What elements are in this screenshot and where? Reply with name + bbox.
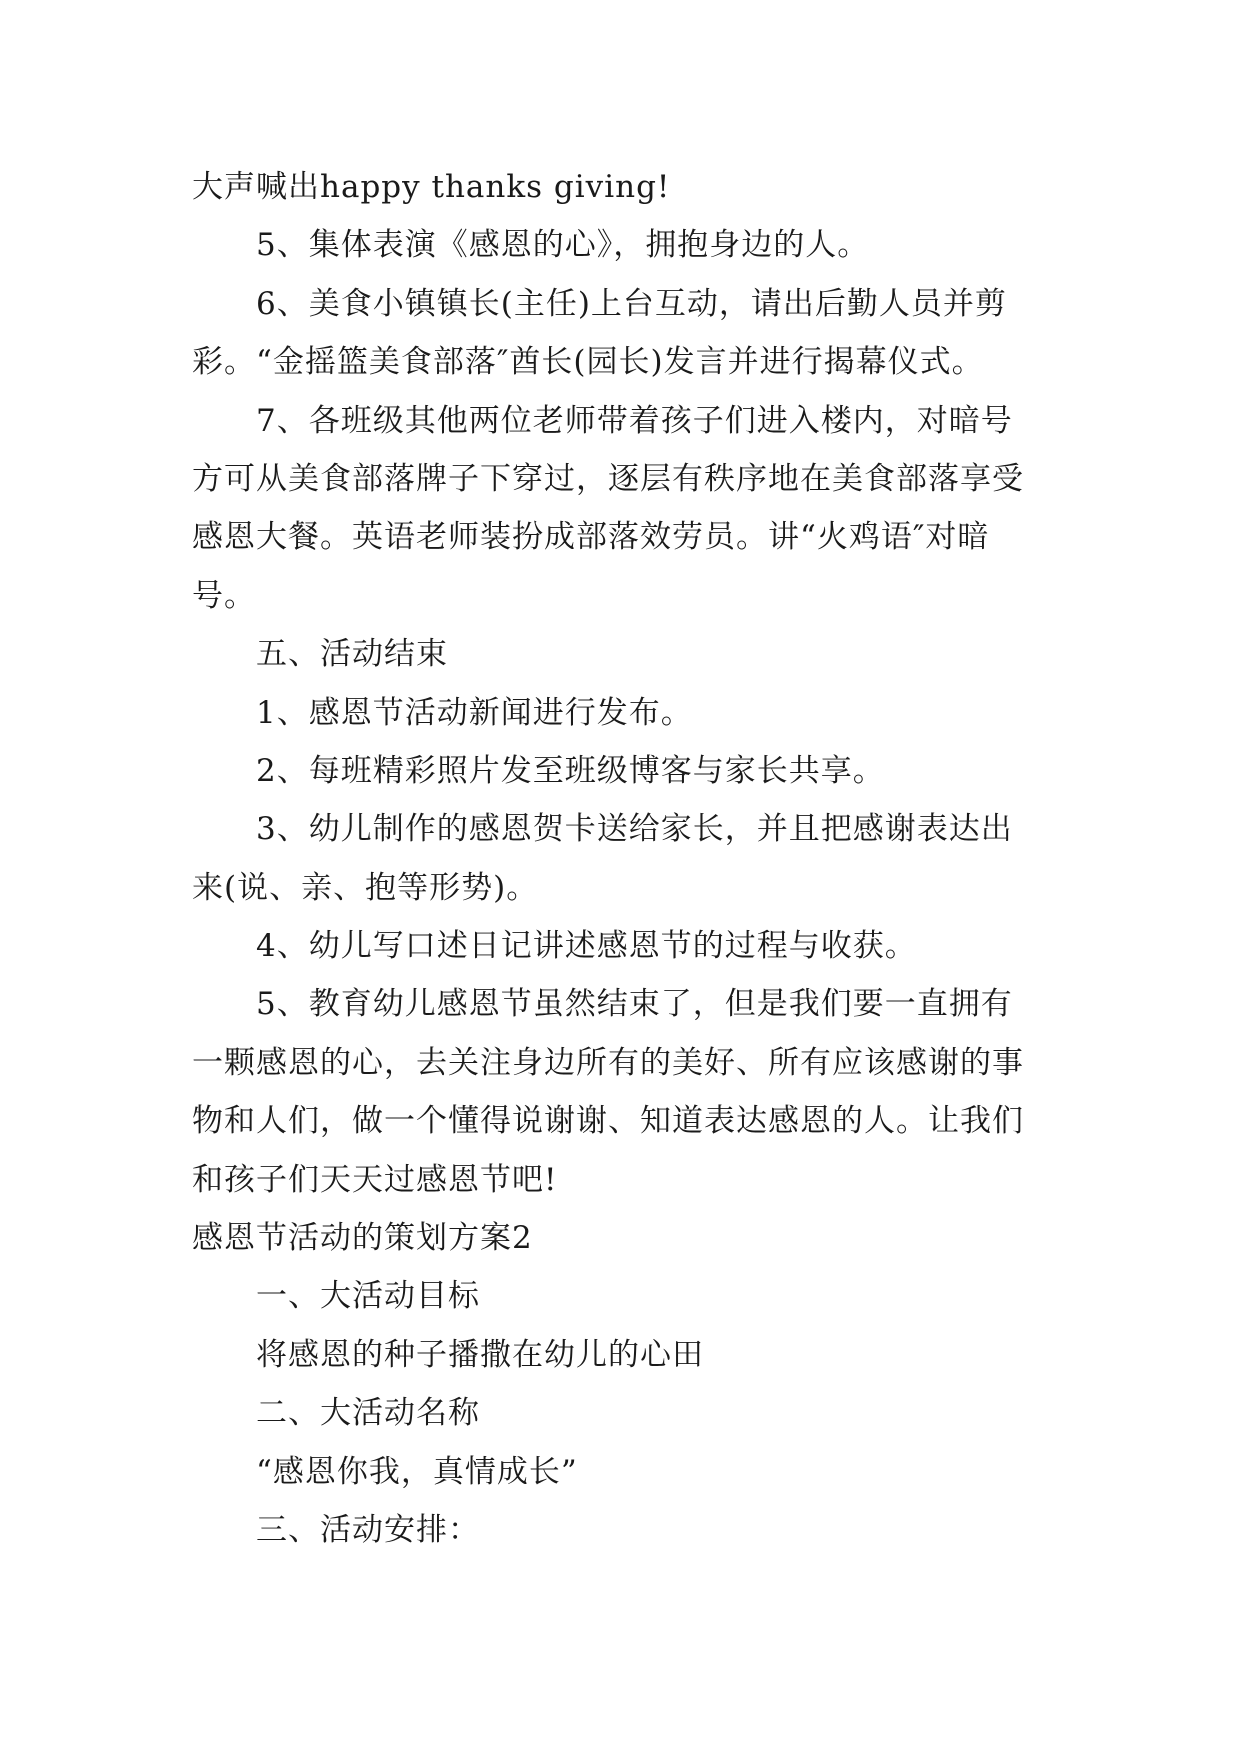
document-body	[192, 158, 1052, 1559]
text-line: 3、幼儿制作的感恩贺卡送给家长，并且把感谢表达出	[256, 811, 1013, 848]
text-line: 5、集体表演《感恩的心》，拥抱身边的人。	[256, 227, 870, 264]
text-line: 感恩大餐。英语老师装扮成部落效劳员。讲“火鸡语″对暗	[192, 519, 990, 556]
text-line: 将感恩的种子播撒在幼儿的心田	[256, 1336, 704, 1373]
section-heading: 五、活动结束	[256, 636, 448, 673]
text-line: 5、教育幼儿感恩节虽然结束了，但是我们要一直拥有	[256, 986, 1013, 1023]
text-line: 4、幼儿写口述日记讲述感恩节的过程与收获。	[256, 928, 917, 965]
text-line: 物和人们，做一个懂得说谢谢、知道表达感恩的人。让我们	[192, 1103, 1024, 1140]
text-line: 大声喊出happy thanks giving!	[192, 169, 671, 205]
text-line: 和孩子们天天过感恩节吧!	[192, 1161, 558, 1198]
text-line: 7、各班级其他两位老师带着孩子们进入楼内，对暗号	[256, 402, 1013, 439]
text-line: 彩。“金摇篮美食部落″酋长(园长)发言并进行揭幕仪式。	[192, 344, 984, 381]
text-line: 号。	[192, 577, 256, 614]
section-heading: 二、大活动名称	[256, 1395, 480, 1432]
document-subtitle: 感恩节活动的策划方案2	[192, 1220, 533, 1257]
text-line: 一颗感恩的心，去关注身边所有的美好、所有应该感谢的事	[192, 1044, 1024, 1081]
text-line: 1、感恩节活动新闻进行发布。	[256, 694, 693, 731]
text-line: 6、美食小镇镇长(主任)上台互动，请出后勤人员并剪	[256, 285, 1007, 322]
text-line: “感恩你我，真情成长”	[256, 1453, 578, 1490]
text-line: 方可从美食部落牌子下穿过，逐层有秩序地在美食部落享受	[192, 460, 1024, 497]
section-heading: 三、活动安排：	[256, 1511, 480, 1548]
text-line: 来(说、亲、抱等形势)。	[192, 869, 539, 906]
section-heading: 一、大活动目标	[256, 1278, 480, 1315]
text-line: 2、每班精彩照片发至班级博客与家长共享。	[256, 752, 885, 789]
